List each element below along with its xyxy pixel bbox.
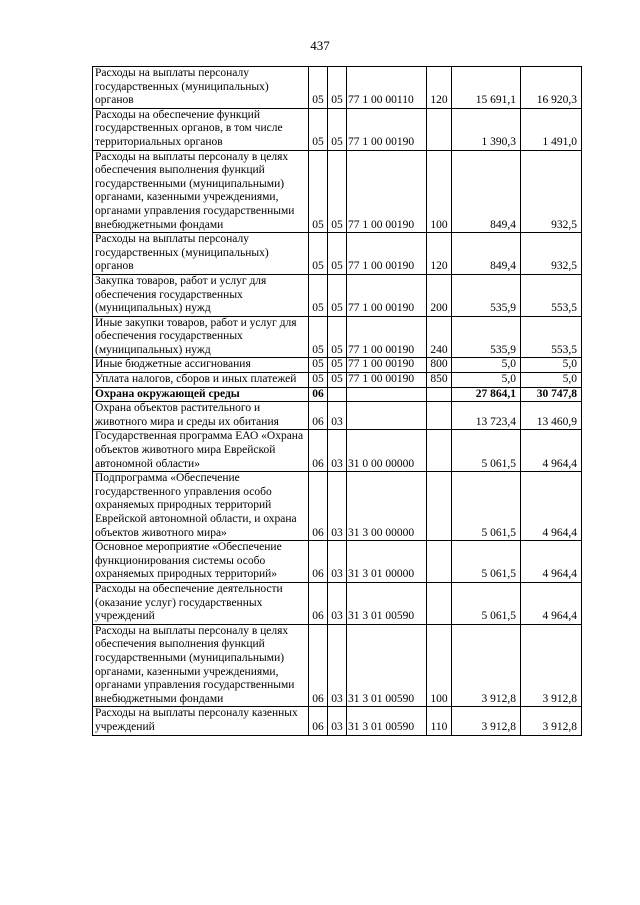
table-row <box>93 582 582 624</box>
target-article-code <box>347 387 427 402</box>
amount-year-2: 30 747,8 <box>521 387 582 402</box>
table-body <box>93 67 582 736</box>
expense-type-code <box>427 108 452 150</box>
row-name: Охрана окружающей среды <box>93 387 309 402</box>
amount-year-1: 5 061,5 <box>452 582 521 624</box>
expense-type-code: 200 <box>427 274 452 316</box>
target-article-code: 77 1 00 00190 <box>347 358 427 373</box>
row-name: Закупка товаров, работ и услуг для обеспечения государственных (муниципальных) нужд <box>93 274 309 316</box>
section-code: 06 <box>309 582 328 624</box>
target-article-code: 77 1 00 00190 <box>347 316 427 358</box>
amount-year-2: 553,5 <box>521 316 582 358</box>
amount-year-1: 849,4 <box>452 150 521 233</box>
row-name: Иные бюджетные ассигнования <box>93 358 309 373</box>
expense-type-code <box>427 472 452 541</box>
amount-year-2: 1 491,0 <box>521 108 582 150</box>
expense-type-code: 240 <box>427 316 452 358</box>
amount-year-1: 849,4 <box>452 233 521 275</box>
subsection-code: 03 <box>328 624 347 707</box>
subsection-code: 05 <box>328 67 347 109</box>
expense-type-code <box>427 402 452 430</box>
row-name: Государственная программа ЕАО «Охрана объектов животного мира Еврейской автономной области» <box>93 430 309 472</box>
target-article-code: 31 3 01 00000 <box>347 541 427 583</box>
row-name: Основное мероприятие «Обеспечение функционирования системы особо охраняемых природных территорий» <box>93 541 309 583</box>
table-row <box>93 541 582 583</box>
page-number: 437 <box>310 38 330 53</box>
table-row <box>93 233 582 275</box>
row-name: Расходы на выплаты персоналу в целях обеспечения выполнения функций государственными (муниципальными) органами, казенными учреждениями, органами управления государственными внебюджетными фондами <box>93 624 309 707</box>
target-article-code: 31 3 01 00590 <box>347 582 427 624</box>
table-row <box>93 316 582 358</box>
table-row <box>93 373 582 388</box>
row-name: Подпрограмма «Обеспечение государственного управления особо охраняемых природных территорий Еврейской автономной области, и охрана объектов животного мира» <box>93 472 309 541</box>
table-row <box>93 67 582 109</box>
subsection-code: 03 <box>328 472 347 541</box>
amount-year-2: 3 912,8 <box>521 707 582 735</box>
subsection-code <box>328 387 347 402</box>
subsection-code: 05 <box>328 316 347 358</box>
amount-year-1: 3 912,8 <box>452 707 521 735</box>
target-article-code: 31 3 01 00590 <box>347 624 427 707</box>
section-code: 06 <box>309 402 328 430</box>
table-row <box>93 402 582 430</box>
amount-year-1: 5,0 <box>452 358 521 373</box>
subsection-code: 05 <box>328 373 347 388</box>
table-row <box>93 150 582 233</box>
table-row <box>93 472 582 541</box>
amount-year-2: 932,5 <box>521 150 582 233</box>
row-name: Расходы на выплаты персоналу государственных (муниципальных) органов <box>93 67 309 109</box>
target-article-code: 31 3 00 00000 <box>347 472 427 541</box>
amount-year-2: 4 964,4 <box>521 541 582 583</box>
section-code: 05 <box>309 150 328 233</box>
budget-table <box>92 66 582 736</box>
amount-year-1: 15 691,1 <box>452 67 521 109</box>
section-code: 06 <box>309 387 328 402</box>
table-row <box>93 624 582 707</box>
expense-type-code <box>427 387 452 402</box>
target-article-code: 77 1 00 00110 <box>347 67 427 109</box>
row-name: Иные закупки товаров, работ и услуг для обеспечения государственных (муниципальных) нужд <box>93 316 309 358</box>
amount-year-2: 4 964,4 <box>521 582 582 624</box>
section-code: 06 <box>309 624 328 707</box>
amount-year-1: 3 912,8 <box>452 624 521 707</box>
amount-year-2: 932,5 <box>521 233 582 275</box>
subsection-code: 05 <box>328 150 347 233</box>
target-article-code: 77 1 00 00190 <box>347 108 427 150</box>
amount-year-1: 535,9 <box>452 316 521 358</box>
expense-type-code: 100 <box>427 150 452 233</box>
amount-year-2: 5,0 <box>521 358 582 373</box>
row-name: Расходы на выплаты персоналу государственных (муниципальных) органов <box>93 233 309 275</box>
subsection-code: 05 <box>328 233 347 275</box>
section-code: 05 <box>309 233 328 275</box>
subsection-code: 05 <box>328 274 347 316</box>
subsection-code: 03 <box>328 582 347 624</box>
section-code: 05 <box>309 67 328 109</box>
amount-year-2: 16 920,3 <box>521 67 582 109</box>
target-article-code <box>347 402 427 430</box>
subsection-code: 05 <box>328 108 347 150</box>
section-code: 05 <box>309 316 328 358</box>
expense-type-code: 110 <box>427 707 452 735</box>
amount-year-2: 13 460,9 <box>521 402 582 430</box>
expense-type-code <box>427 582 452 624</box>
amount-year-2: 4 964,4 <box>521 472 582 541</box>
amount-year-1: 5 061,5 <box>452 541 521 583</box>
row-name: Расходы на выплаты персоналу в целях обеспечения выполнения функций государственными (муниципальными) органами, казенными учреждениями, органами управления государственными внебюджетными фондами <box>93 150 309 233</box>
section-code: 06 <box>309 472 328 541</box>
amount-year-1: 1 390,3 <box>452 108 521 150</box>
amount-year-2: 4 964,4 <box>521 430 582 472</box>
section-code: 05 <box>309 373 328 388</box>
subsection-code: 03 <box>328 430 347 472</box>
subsection-code: 03 <box>328 707 347 735</box>
row-name: Расходы на обеспечение деятельности (оказание услуг) государственных учреждений <box>93 582 309 624</box>
subsection-code: 03 <box>328 402 347 430</box>
subsection-code: 05 <box>328 358 347 373</box>
amount-year-1: 5,0 <box>452 373 521 388</box>
table-row <box>93 358 582 373</box>
table-row <box>93 707 582 735</box>
section-code: 05 <box>309 358 328 373</box>
target-article-code: 77 1 00 00190 <box>347 150 427 233</box>
target-article-code: 77 1 00 00190 <box>347 274 427 316</box>
subsection-code: 03 <box>328 541 347 583</box>
expense-type-code: 850 <box>427 373 452 388</box>
expense-type-code: 120 <box>427 233 452 275</box>
amount-year-1: 535,9 <box>452 274 521 316</box>
amount-year-1: 27 864,1 <box>452 387 521 402</box>
table-row <box>93 274 582 316</box>
table-row <box>93 430 582 472</box>
target-article-code: 31 3 01 00590 <box>347 707 427 735</box>
target-article-code: 77 1 00 00190 <box>347 233 427 275</box>
section-code: 06 <box>309 707 328 735</box>
amount-year-2: 553,5 <box>521 274 582 316</box>
target-article-code: 77 1 00 00190 <box>347 373 427 388</box>
row-name: Охрана объектов растительного и животного мира и среды их обитания <box>93 402 309 430</box>
expense-type-code: 120 <box>427 67 452 109</box>
section-code: 06 <box>309 541 328 583</box>
amount-year-2: 5,0 <box>521 373 582 388</box>
section-code: 05 <box>309 108 328 150</box>
amount-year-2: 3 912,8 <box>521 624 582 707</box>
amount-year-1: 5 061,5 <box>452 430 521 472</box>
expense-type-code: 100 <box>427 624 452 707</box>
expense-type-code <box>427 541 452 583</box>
row-name: Уплата налогов, сборов и иных платежей <box>93 373 309 388</box>
row-name: Расходы на выплаты персоналу казенных учреждений <box>93 707 309 735</box>
row-name: Расходы на обеспечение функций государственных органов, в том числе территориальных органов <box>93 108 309 150</box>
expense-type-code <box>427 430 452 472</box>
table-row <box>93 387 582 402</box>
amount-year-1: 13 723,4 <box>452 402 521 430</box>
expense-type-code: 800 <box>427 358 452 373</box>
table-row <box>93 108 582 150</box>
section-code: 06 <box>309 430 328 472</box>
target-article-code: 31 0 00 00000 <box>347 430 427 472</box>
section-code: 05 <box>309 274 328 316</box>
amount-year-1: 5 061,5 <box>452 472 521 541</box>
